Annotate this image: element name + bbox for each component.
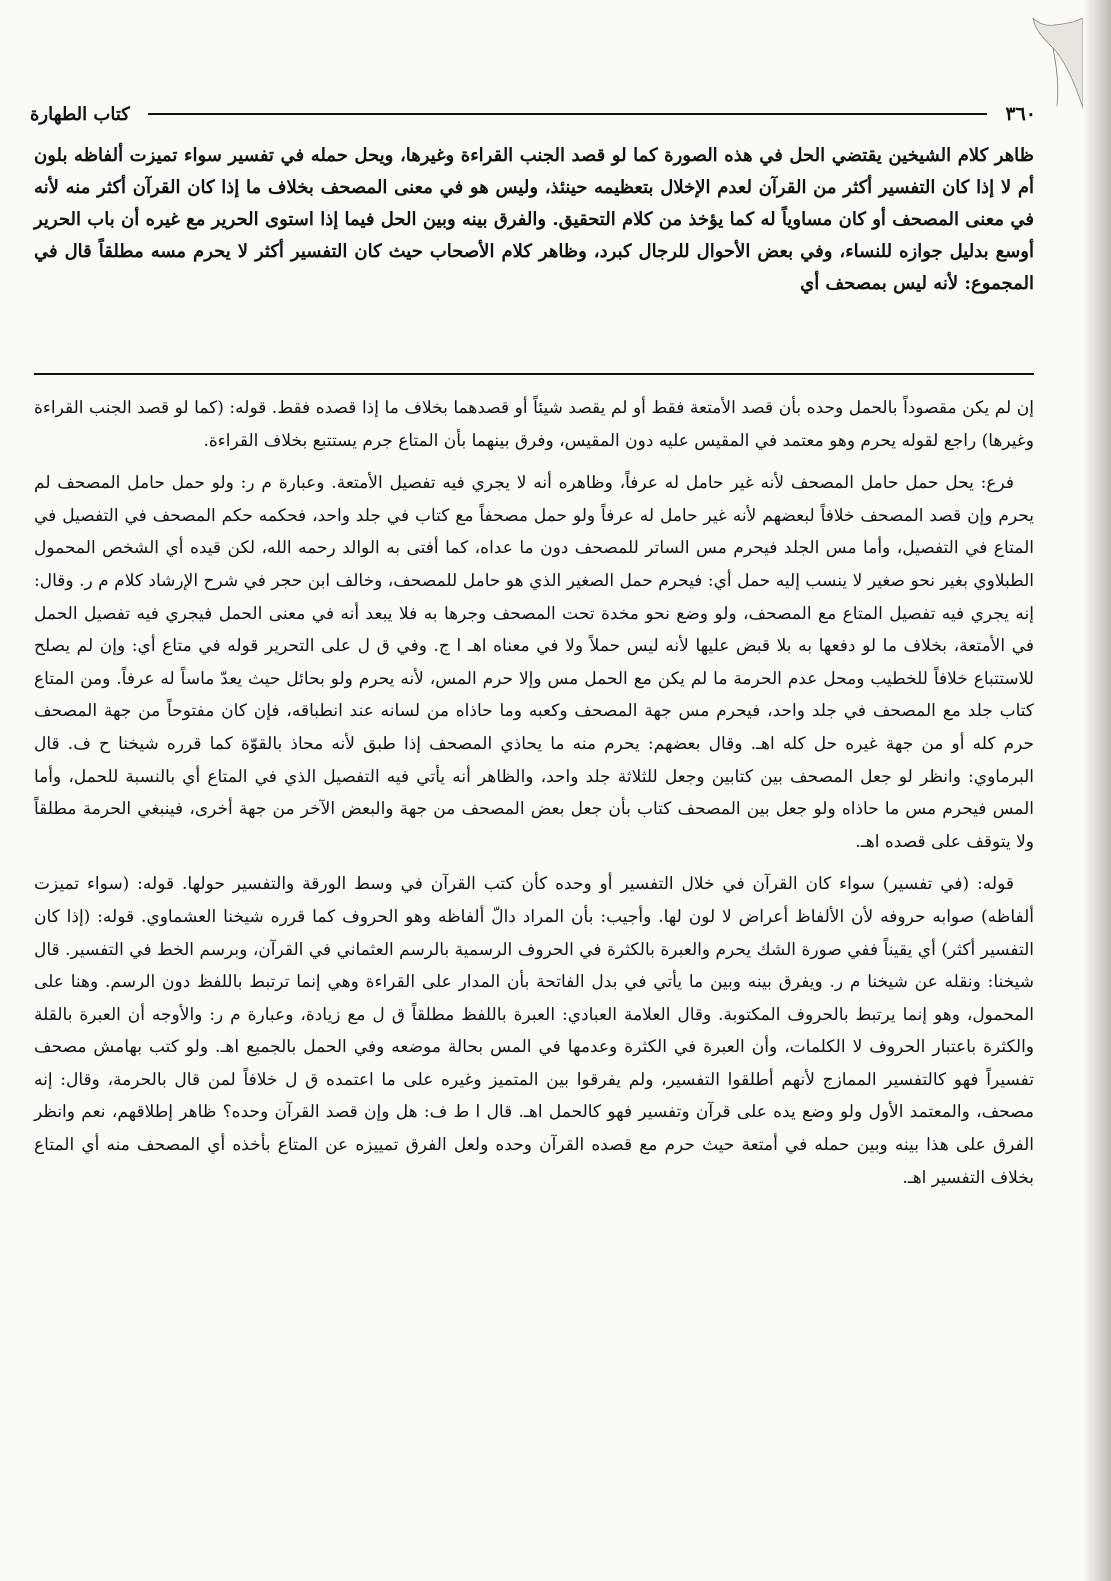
running-title: كتاب الطهارة: [30, 103, 130, 125]
main-paragraph: ظاهر كلام الشيخين يقتضي الحل في هذه الصورة كما لو قصد الجنب القراءة وغيرها، ويحل حمله في تفسير سواء تميزت ألفاظه بلون أم لا إذا كان التفسير أكثر من القرآن لعدم الإخلال بتعظيمه حينئذ، وليس هو في معنى المصحف بخلاف ما إذا كان القرآن أكثر منه لأنه في معنى المصحف أو كان مساوياً له كما يؤخذ من كلام التحقيق. والفرق بينه وبين الحل فيما إذا استوى الحرير مع غيره أن باب الحرير أوسع بدليل جوازه للنساء، وفي بعض الأحوال للرجال كبرد، وظاهر كلام الأصحاب حيث كان التفسير أكثر لا يحرم مسه مطلقاً قال في المجموع: لأنه ليس بمصحف أي: [34, 145, 1034, 294]
page-header: [30, 96, 1036, 132]
main-text: [34, 140, 1034, 300]
page-edge-shadow: [1083, 0, 1111, 1581]
page-number: ٣٦٠: [1005, 103, 1036, 125]
commentary-paragraph-3: قوله: (في تفسير) سواء كان القرآن في خلال التفسير أو وحده كأن كتب القرآن في وسط الورقة والتفسير حولها. قوله: (سواء تميزت ألفاظه) صوابه حروفه لأن الألفاظ أعراض لا لون لها. وأجيب: بأن المراد دالّ ألفاظه وهو الحروف كما قرره شيخنا العشماوي. قوله: (إذا كان التفسير أكثر) أي يقيناً ففي صورة الشك يحرم والعبرة بالكثرة في الحروف الرسمية بالرسم العثماني في القرآن، وبرسم الخط في التفسير. قال شيخنا: ونقله عن شيخنا م ر. ويفرق بينه وبين ما يأتي في بدل الفاتحة بأن المدار على القراءة وهي إنما ترتبط باللفظ دون الرسم. وهنا على المحمول، وهو إنما يرتبط بالحروف المكتوبة. وقال العلامة العبادي: العبرة باللفظ مطلقاً ق ل مع زيادة، وعبارة م ر: والأوجه أن العبرة بالقلة والكثرة باعتبار الحروف لا الكلمات، وأن العبرة في الكثرة وعدمها في المس بحالة موضعه وفي الحمل بالجميع اهـ. ولو كتب بهامش مصحف تفسيراً فهو كالتفسير الممازج لأنهم أطلقوا التفسير، ولم يفرقوا بين المتميز وغيره على ما اعتمده ق ل خلافاً لمن قال بالحرمة، وقال: إنه مصحف، والمعتمد الأول ولو وضع يده على قرآن وتفسير فهو كالحمل اهـ. قال ا ط ف: هل وإن قصد القرآن وحده؟ ظاهر إطلاقهم، نعم وانظر الفرق على هذا بينه وبين حمله في أمتعة حيث حرم مع قصده القرآن وحده ولعل الفرق تمييزه عن المتاع بأخذه أي المصحف منه أي المتاع بخلاف التفسير اهـ.: [34, 874, 1034, 1188]
commentary-paragraph-1: إن لم يكن مقصوداً بالحمل وحده بأن قصد الأمتعة فقط أو لم يقصد شيئاً أو قصدهما بخلاف ما إذا قصده فقط. قوله: (كما لو قصد الجنب القراءة وغيرها) راجع لقوله يحرم وهو معتمد في المقيس عليه دون المقيس، وفرق بينهما بأن المتاع جرم يستتبع بخلاف القراءة.: [34, 398, 1034, 451]
footnote-divider: [34, 373, 1034, 375]
header-rule: [148, 113, 988, 115]
commentary: [34, 392, 1034, 1204]
commentary-paragraph-2: فرع: يحل حمل حامل المصحف لأنه غير حامل له عرفاً، وظاهره أنه لا يجري فيه تفصيل الأمتعة. وعبارة م ر: ولو حمل حامل المصحف لم يحرم وإن قصد المصحف خلافاً لبعضهم لأنه غير حامل له عرفاً ولو حمل مصحفاً مع كتاب في جلد واحد، فحكمه حكم المصحف في التفصيل في المتاع في التفصيل، وأما مس الجلد فيحرم مس الساتر للمصحف دون ما عداه، كما أفتى به الوالد رحمه الله، لكن قيده أي الشخص المحمول الطبلاوي بغير نحو صغير لا ينسب إليه حمل أي: فيحرم حمل الصغير الذي هو حامل للمصحف، وخالف ابن حجر في شرح الإرشاد كلام م ر. وقال: إنه يجري فيه تفصيل المتاع مع المصحف، ولو وضع نحو مخدة تحت المصحف وجرها به فلا يبعد أنه في معنى الحمل فيجري فيه تفصيل الحمل في الأمتعة، بخلاف ما لو دفعها به بلا قبض عليها لأنه ليس حملاً ولا في معناه اهـ ا ج. وفي ق ل على التحرير قوله في متاع أي: وإن لم يصلح للاستتباع خلافاً للخطيب ومحل عدم الحرمة ما لم يكن مع الحمل مس وإلا حرم المس، لأنه يحرم ولو بحائل حيث يعدّ ماساً له عرفاً. ومن المتاع كتاب جلد مع المصحف في جلد واحد، فيحرم مس جهة المصحف وكعبه وما حاذاه من لسانه عند انطباقه، فإن كان مفتوحاً من جهة المصحف حرم كله أو من جهة غيره حل كله اهـ. وقال بعضهم: يحرم منه ما يحاذي المصحف إذا طبق لأنه محاذ بالقوّة كما قرره شيخنا ح ف. قال البرماوي: وانظر لو جعل المصحف بين كتابين وجعل للثلاثة جلد واحد، والظاهر أنه يأتي فيه التفصيل الذي في المتاع أي بالنسبة للحمل، وأما المس فيحرم مس ما حاذاه ولو جعل بين المصحف كتاب بأن جعل بعض المصحف من جهة والبعض الآخر من جهة أخرى، فينبغي الحرمة مطلقاً ولا يتوقف على قصده اهـ.: [34, 473, 1034, 852]
page-corner-curl: [1023, 18, 1083, 108]
